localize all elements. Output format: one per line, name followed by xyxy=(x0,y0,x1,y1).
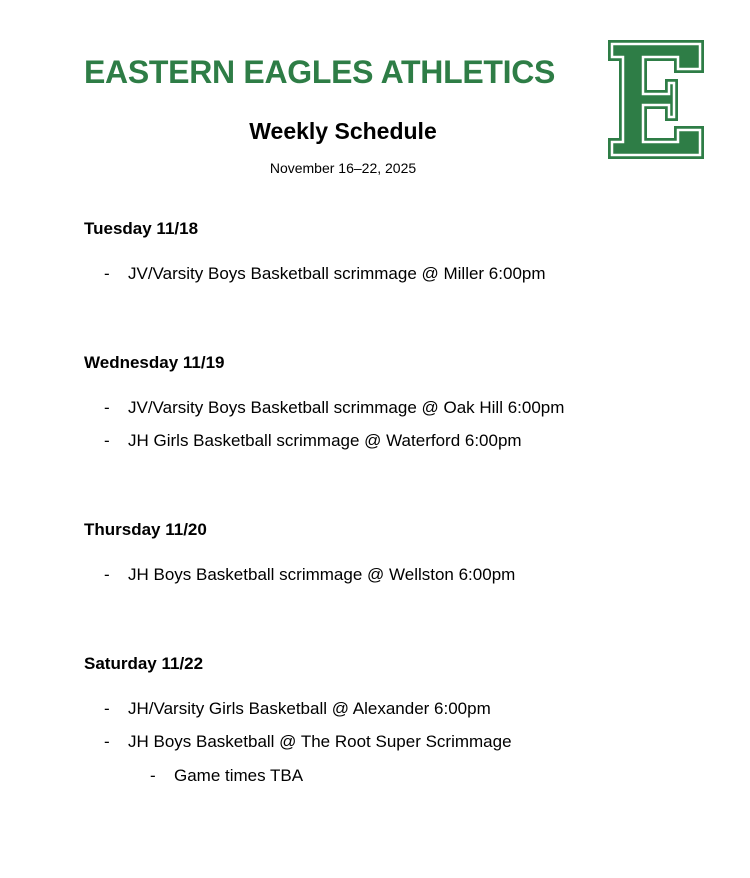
page-title: EASTERN EAGLES ATHLETICS xyxy=(84,54,556,90)
event-text: JH Boys Basketball @ The Root Super Scrimmage xyxy=(128,732,512,751)
list-item xyxy=(104,732,512,752)
eagles-e-logo xyxy=(607,39,705,160)
bullet-dash: - xyxy=(104,264,110,283)
list-item xyxy=(104,431,522,451)
date-range: November 16–22, 2025 xyxy=(269,160,417,176)
day-heading-thursday: Thursday 11/20 xyxy=(84,520,207,539)
bullet-dash: - xyxy=(104,398,110,417)
bullet-dash: - xyxy=(104,431,110,450)
list-item xyxy=(104,398,564,418)
event-text: JV/Varsity Boys Basketball scrimmage @ Oak Hill 6:00pm xyxy=(128,398,565,417)
event-text: Game times TBA xyxy=(174,766,304,785)
event-text: JH Boys Basketball scrimmage @ Wellston 6:00pm xyxy=(128,565,516,584)
list-item xyxy=(104,699,491,719)
day-heading-saturday: Saturday 11/22 xyxy=(84,654,204,673)
sub-list-item xyxy=(150,766,303,786)
event-text: JH/Varsity Girls Basketball @ Alexander 6:00pm xyxy=(128,699,491,718)
event-text: JH Girls Basketball scrimmage @ Waterford 6:00pm xyxy=(128,431,522,450)
page-subtitle: Weekly Schedule xyxy=(249,118,437,144)
list-item xyxy=(104,565,515,585)
bullet-dash: - xyxy=(104,565,110,584)
bullet-dash: - xyxy=(150,766,156,785)
day-heading-wednesday: Wednesday 11/19 xyxy=(84,353,225,372)
day-heading-tuesday: Tuesday 11/18 xyxy=(84,219,199,238)
event-text: JV/Varsity Boys Basketball scrimmage @ Miller 6:00pm xyxy=(128,264,546,283)
bullet-dash: - xyxy=(104,699,110,718)
list-item xyxy=(104,264,546,284)
bullet-dash: - xyxy=(104,732,110,751)
